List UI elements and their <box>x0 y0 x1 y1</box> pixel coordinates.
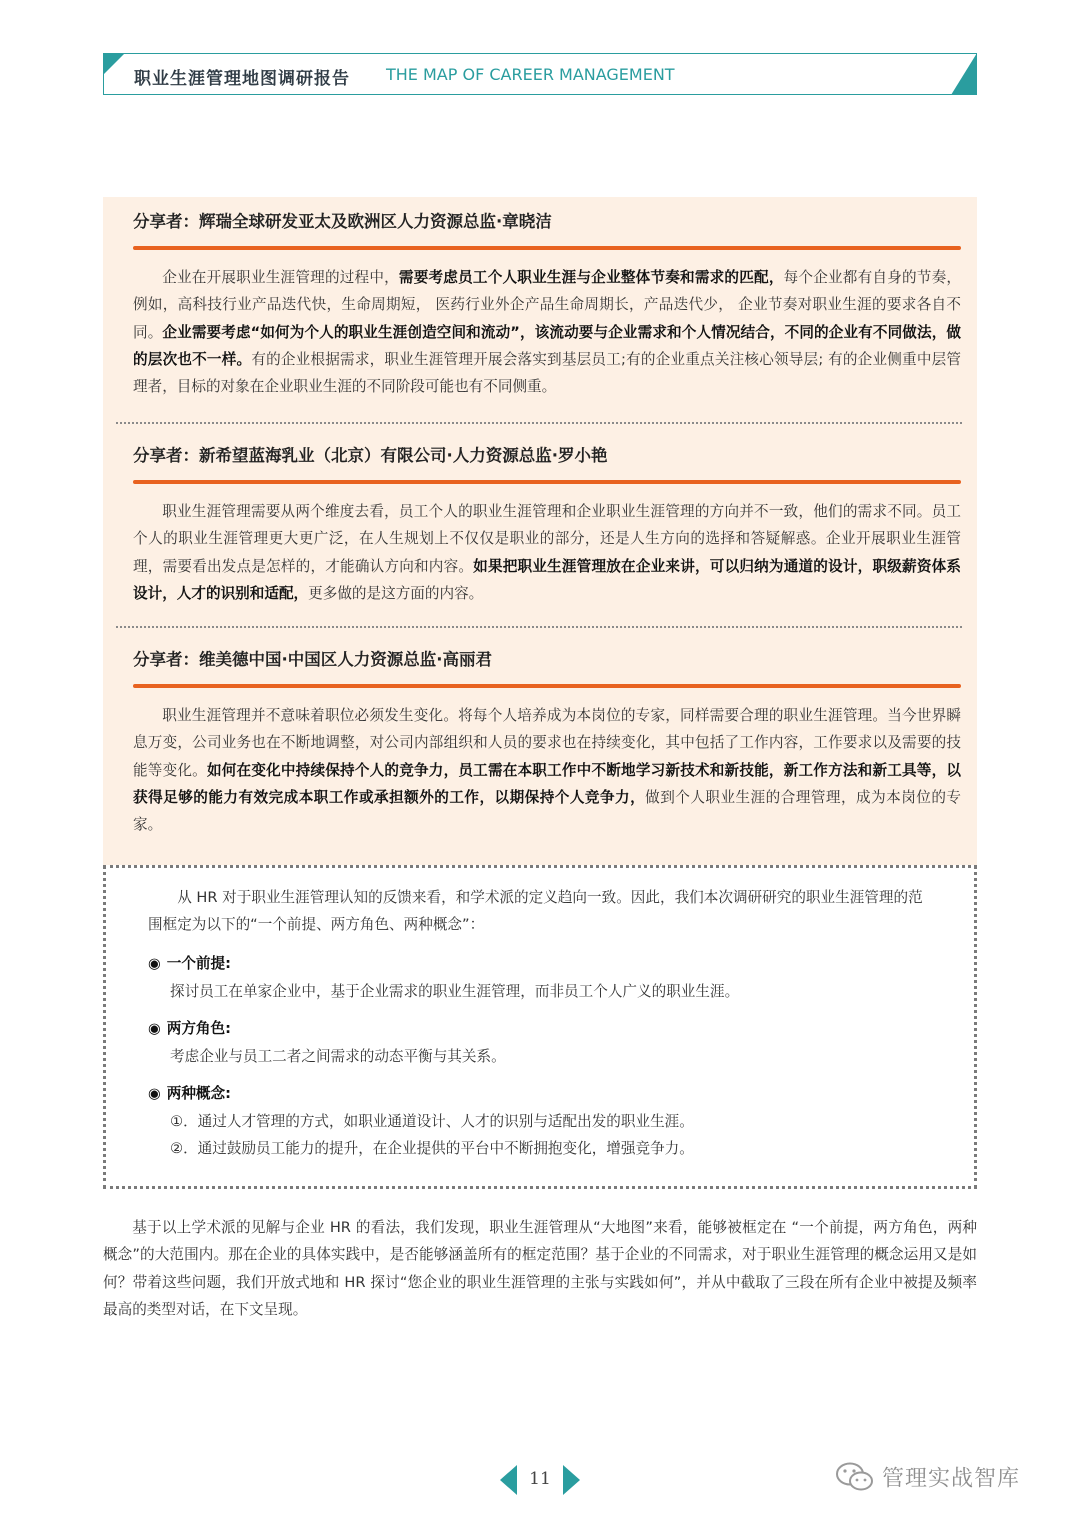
bullet-icon: ◉ <box>148 1020 161 1037</box>
header-corner-decoration <box>103 53 125 75</box>
page-navigator <box>500 1464 580 1496</box>
speaker-heading: 分享者：辉瑞全球研发亚太及欧洲区人力资源总监·章晓洁 <box>133 212 552 231</box>
body-text: 职业生涯管理并不意味着职位必须发生变化。将每个人培养成为本岗位的专家，同样需要合理的职业生涯管理。当今世界瞬息万变，公司业务也在不断地调整，对公司内部组织和人员的要求也在持续变化，其中包括了工作内容，工作要求以及需要的技能等变化。 <box>133 707 961 779</box>
watermark-text: 管理实战智库 <box>882 1466 1021 1492</box>
speaker-heading: 分享者：维美德中国·中国区人力资源总监·高丽君 <box>133 650 493 669</box>
bullet-icon: ◉ <box>148 955 161 972</box>
report-title-cn: 职业生涯管理地图调研报告 <box>134 69 350 89</box>
quote-paragraph <box>133 264 961 400</box>
quotes-panel <box>103 197 977 865</box>
scope-definition-box <box>103 865 977 1189</box>
emphasis-text: 如何在变化中持续保持个人的竞争力，员工需在本职工作中不断地学习新技术和新技能，新工作方法和新工具等，以获得足够的能力有效完成本职工作或承担额外的工作，以期保持个人竞争力， <box>133 761 961 806</box>
watermark <box>834 1460 1020 1500</box>
triangle-right-icon <box>563 1465 580 1495</box>
quote-paragraph <box>133 498 961 607</box>
page-number: 11 <box>529 1469 551 1489</box>
scope-item-desc: ①．通过人才管理的方式，如职业通道设计、人才的识别与适配出发的职业生涯。 <box>170 1113 694 1130</box>
body-text: 每个企业都有自身的节奏，例如，高科技行业产品迭代快，生命周期短， 医药行业外企产品生命周期长，产品迭代少， 企业节奏对职业生涯的要求各自不同。 <box>133 269 961 341</box>
body-text: 职业生涯管理需要从两个维度去看，员工个人的职业生涯管理和企业职业生涯管理的方向并不一致，他们的需求不同。员工个人的职业生涯管理更大更广泛，在人生规划上不仅仅是职业的部分，还是人生方向的选择和答疑解惑。企业开展职业生涯管理，需要看出发点是怎样的，才能确认方向和内容。 <box>133 503 961 575</box>
speaker-heading: 分享者：新希望蓝海乳业（北京）有限公司·人力资源总监·罗小艳 <box>133 446 608 465</box>
header-corner-decoration <box>951 53 977 95</box>
scope-intro: 从 HR 对于职业生涯管理认知的反馈来看，和学术派的定义趋向一致。因此，我们本次调研研究的职业生涯管理的范围框定为以下的“一个前提、两方角色、两种概念”： <box>148 889 923 933</box>
emphasis-text: 企业需要考虑“如何为个人的职业生涯创造空间和流动”，该流动要与企业需求和个人情况结合，不同的企业有不同做法，做的层次也不一样。 <box>133 323 961 368</box>
quote-paragraph <box>133 702 961 838</box>
speaker-divider <box>133 480 961 484</box>
dotted-separator <box>116 422 962 424</box>
scope-item-desc: 考虑企业与员工二者之间需求的动态平衡与其关系。 <box>170 1048 506 1065</box>
emphasis-text: 需要考虑员工个人职业生涯与企业整体节奏和需求的匹配， <box>398 269 784 286</box>
wechat-icon <box>834 1460 876 1494</box>
body-text: 有的企业根据需求，职业生涯管理开展会落实到基层员工;有的企业重点关注核心领导层; 有的企业侧重中层管理者，目标的对象在企业职业生涯的不同阶段可能也有不同侧重。 <box>133 350 961 396</box>
scope-item-desc: 探讨员工在单家企业中，基于企业需求的职业生涯管理，而非员工个人广义的职业生涯。 <box>170 983 740 1000</box>
emphasis-text: 如果把职业生涯管理放在企业来讲，可以归纳为通道的设计，职级薪资体系设计，人才的识别和适配， <box>133 557 961 602</box>
quote-block <box>133 208 961 400</box>
dotted-separator <box>116 626 962 628</box>
bullet-icon: ◉ <box>148 1085 161 1102</box>
report-title-en: THE MAP OF CAREER MANAGEMENT <box>386 65 675 84</box>
quote-block <box>133 646 961 838</box>
speaker-divider <box>133 246 961 250</box>
speaker-divider <box>133 684 961 688</box>
scope-item-desc: ②．通过鼓励员工能力的提升，在企业提供的平台中不断拥抱变化，增强竞争力。 <box>170 1140 694 1157</box>
body-text: 企业在开展职业生涯管理的过程中， <box>162 269 399 286</box>
header-banner <box>103 53 977 95</box>
quote-block <box>133 442 961 607</box>
scope-item-title: ◉ 一个前提: <box>148 955 231 972</box>
triangle-left-icon <box>500 1465 517 1495</box>
scope-item-title: ◉ 两种概念: <box>148 1085 231 1102</box>
closing-paragraph: 基于以上学术派的见解与企业 HR 的看法，我们发现，职业生涯管理从“大地图”来看，能够被框定在 “一个前提，两方角色，两种概念”的大范围内。那在企业的具体实践中，是否能够涵盖所有的框定范围？基于企业的不同需求，对于职业生涯管理的概念运用又是如何？带着这些问题，我们开放式地和 HR 探讨“您企业的职业生涯管理的主张与实践如何”，并从中截取了三段在所有企业中被提及频率最高的类型对话，在下文呈现。 <box>103 1219 977 1319</box>
body-text: 更多做的是这方面的内容。 <box>308 584 484 602</box>
body-text: 做到个人职业生涯的合理管理，成为本岗位的专家。 <box>133 788 961 834</box>
scope-item-title: ◉ 两方角色: <box>148 1020 231 1037</box>
